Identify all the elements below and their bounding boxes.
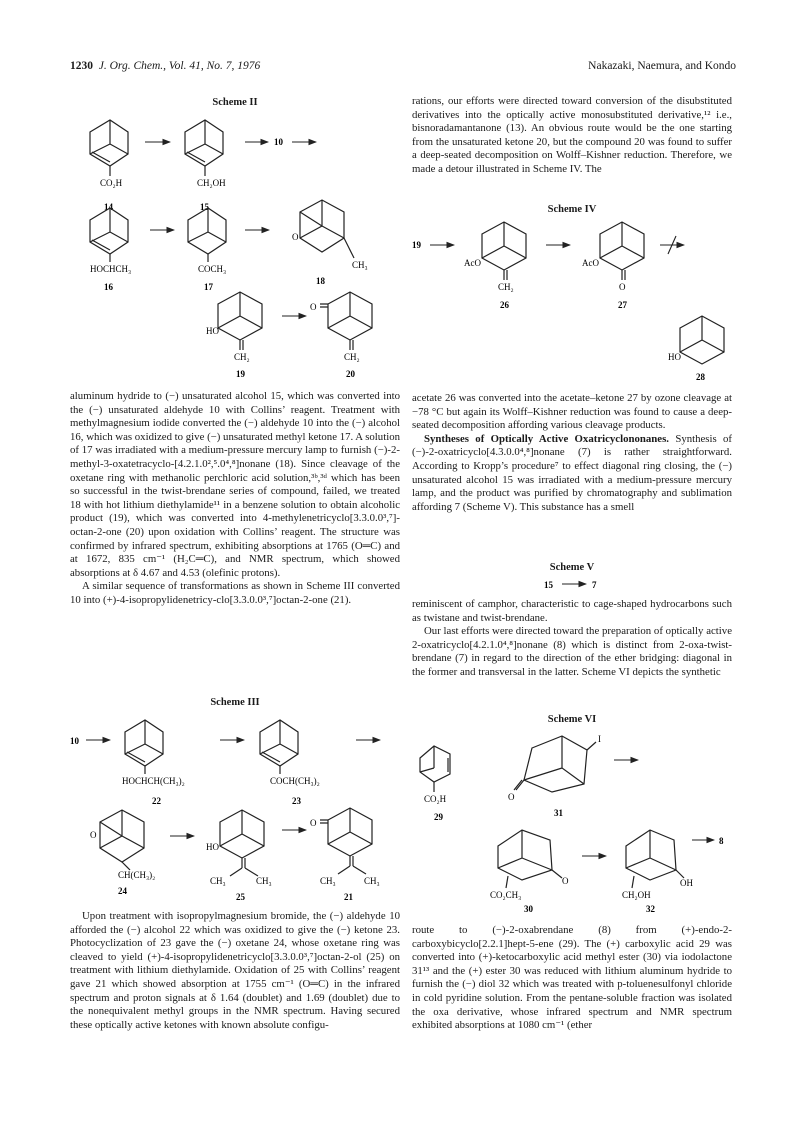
compound-17-label: COCH₃ bbox=[198, 264, 227, 274]
compound-32-hydroxyl: OH bbox=[680, 878, 693, 888]
paragraph: reminiscent of camphor, characteristic to cage-shaped hydrocarbons such as twistane and twist-brendane. bbox=[412, 598, 732, 624]
compound-31-number: 31 bbox=[554, 808, 563, 818]
compound-30-oxygen: O bbox=[562, 876, 569, 886]
compound-27-label: O bbox=[619, 282, 626, 292]
scheme-2-figure bbox=[70, 112, 400, 382]
compound-19-number: 19 bbox=[236, 369, 245, 379]
compound-23-label: COCH(CH₃)₂ bbox=[270, 776, 320, 786]
journal-citation: J. Org. Chem., Vol. 41, No. 7, 1976 bbox=[98, 60, 261, 72]
paragraph: A similar sequence of transformations as shown in Scheme III converted 10 into (+)-4-isopropylidenetricy-clo[3.3.0.0³,⁷]octan-2-one (21). bbox=[70, 580, 400, 606]
compound-18-oxygen: O bbox=[292, 232, 299, 242]
scheme-3-figure bbox=[70, 712, 400, 902]
compound-26-structure bbox=[482, 222, 526, 280]
compound-28-structure bbox=[680, 316, 724, 364]
right-column-text-3 bbox=[412, 598, 732, 680]
compound-28-number: 28 bbox=[696, 372, 705, 382]
section-heading: Syntheses of Optically Active Oxatricyclononanes. bbox=[424, 432, 670, 445]
compound-25-structure bbox=[220, 810, 264, 876]
paragraph: aluminum hydride to (−) unsaturated alcohol 15, which was converted into the (−) unsaturated aldehyde 10 with Collins’ reagent. Treatment with methylmagnesium iodide converted the (−) aldehyde 10 into the (−) alcohol 16, which was oxidized to give (−) unsaturated methyl ketone 17. A solution of 17 was irradiated with a medium-pressure mercury lamp to furnish (−)-2-methyl-3-oxatetracyclo-[4.2.1.0²,⁵.0⁴,⁸]nonane (18). Since cleavage of the oxetane ring with methanolic perchloric acid solution,³ᵇ,³ᵈ which has been so successful in the twist-brendane series of compound, failed, we treated 18 with hot lithium diethylamide¹¹ in a benzene solution to obtain alcoholic product (19), which was converted into 4-methylenetricyclo[3.3.0.0³,⁷]-octan-2-one (20) upon oxidation with Collins’ reagent. The structure was confirmed by infrared spectrum, exhibiting absorptions at 1765 (O═C) and at 1672, 835 cm⁻¹ (H₂C═C), and NMR spectrum, which showed absorptions at δ 4.67 and 4.53 (olefinic protons). bbox=[70, 390, 400, 579]
compound-20-label: CH₂ bbox=[344, 352, 360, 362]
compound-21-methyl-left: CH₃ bbox=[320, 876, 336, 886]
compound-17-structure bbox=[188, 208, 226, 262]
scheme-6-title: Scheme VI bbox=[547, 714, 597, 725]
paragraph: acetate 26 was converted into the acetate–ketone 27 by ozone cleavage at −78 °C but again its Wolff–Kishner reduction was found to cause a deep-seated decomposition affording various cleavage products. bbox=[412, 392, 732, 432]
scheme-4-start: 19 bbox=[412, 240, 421, 250]
left-column-text-1 bbox=[70, 390, 400, 608]
scheme-5-from: 15 bbox=[544, 580, 553, 590]
scheme-3-title: Scheme III bbox=[210, 697, 260, 708]
compound-20-number: 20 bbox=[346, 369, 355, 379]
compound-20-oxygen: O bbox=[310, 302, 317, 312]
compound-24-oxygen: O bbox=[90, 830, 97, 840]
compound-17-number: 17 bbox=[204, 282, 213, 292]
compound-14-number: 14 bbox=[104, 202, 113, 212]
compound-21-number: 21 bbox=[344, 892, 353, 902]
page-number: 1230 bbox=[70, 60, 93, 72]
running-header-left bbox=[70, 60, 260, 72]
compound-30-number: 30 bbox=[524, 904, 533, 914]
paragraph: route to (−)-2-oxabrendane (8) from (+)-endo-2-carboxybicyclo[2.2.1]hept-5-ene (29). The (+) carboxylic acid 29 was converted into (+)-ketocarboxylic acid methyl ester (30) via iodolactone 31¹³ and the (+) ester 30 was reduced with lithium aluminum hydride to furnish the (−) diol 32 which was treated with p-toluenesulfonyl chloride in cold pyridine solution. From the pentane-soluble fraction was isolated the oxa derivative, whose infrared spectrum and NMR spectrum exhibited absorptions at 1080 cm⁻¹ (ether bbox=[412, 924, 732, 1032]
compound-24-label: CH(CH₃)₂ bbox=[118, 870, 156, 880]
scheme-5-figure bbox=[412, 574, 732, 594]
scheme-5-to: 7 bbox=[592, 580, 597, 590]
compound-31-structure bbox=[514, 736, 596, 792]
scheme-4-title: Scheme IV bbox=[547, 204, 597, 215]
compound-25-hydroxyl: HO bbox=[206, 842, 219, 852]
scheme-4-figure bbox=[412, 218, 732, 386]
compound-21-structure bbox=[320, 808, 372, 874]
compound-18-structure bbox=[300, 200, 354, 258]
compound-26-label: CH₂ bbox=[498, 282, 514, 292]
compound-21-methyl-right: CH₃ bbox=[364, 876, 380, 886]
compound-25-methyl-left: CH₃ bbox=[210, 876, 226, 886]
compound-23-structure bbox=[260, 720, 298, 774]
compound-26-acetoxy: AcO bbox=[464, 258, 481, 268]
compound-32-number: 32 bbox=[646, 904, 655, 914]
compound-29-label: CO₂H bbox=[424, 794, 447, 804]
compound-27-number: 27 bbox=[618, 300, 627, 310]
compound-15-structure bbox=[185, 120, 223, 176]
compound-19-hydroxyl: HO bbox=[206, 326, 219, 336]
scheme-6-figure bbox=[412, 728, 732, 914]
paragraph: Our last efforts were directed toward the preparation of optically active 2-oxatricyclo[4.2.1.0⁴,⁸]nonane (8) which is distinct from 2-oxa-twist-brendane (7) in regard to the direction of the ether bridging: diagonal in the former and transversal in the latter. Scheme VI depicts the synthetic bbox=[412, 625, 732, 678]
right-column-text-4 bbox=[412, 924, 732, 1033]
compound-25-number: 25 bbox=[236, 892, 245, 902]
compound-22-label: HOCHCH(CH₃)₂ bbox=[122, 776, 185, 786]
compound-26-number: 26 bbox=[500, 300, 509, 310]
scheme-6-end: 8 bbox=[719, 836, 724, 846]
compound-24-structure bbox=[100, 810, 144, 870]
compound-32-label: CH₂OH bbox=[622, 890, 651, 900]
compound-19-structure bbox=[218, 292, 262, 350]
paragraph: Upon treatment with isopropylmagnesium bromide, the (−) aldehyde 10 afforded the (−) alcohol 22 which was oxidized to give the (−) ketone 23. Photocyclization of 23 gave the (−) oxetane 24, whose oxetane ring was cleaved to yield (+)-4-isopropylidenetricyclo[3.3.0.0³,⁷]octan-2-ol (25) on treatment with lithium diethylamide. Oxidation of 25 with Collins’ reagent gave 21 which showed absorption at 1755 cm⁻¹ (O═C) in the infrared spectrum and proton signals at δ 1.64 (doublet) and 1.69 (doublet) due to the nonequivalent methyl groups in the NMR spectrum. Having secured these optically active ketones with known absolute configu- bbox=[70, 910, 400, 1031]
compound-30-label: CO₂CH₃ bbox=[490, 890, 522, 900]
compound-22-structure bbox=[125, 720, 163, 774]
compound-29-structure bbox=[420, 746, 450, 792]
left-column-text-2 bbox=[70, 910, 400, 1032]
running-header-authors: Nakazaki, Naemura, and Kondo bbox=[588, 60, 736, 72]
compound-23-number: 23 bbox=[292, 796, 301, 806]
compound-16-structure bbox=[90, 208, 128, 262]
compound-31-oxygen: O bbox=[508, 792, 515, 802]
compound-16-label: HOCHCH₃ bbox=[90, 264, 132, 274]
paragraph bbox=[412, 433, 732, 515]
compound-20-structure bbox=[320, 292, 372, 350]
compound-30-structure bbox=[498, 830, 562, 888]
compound-29-number: 29 bbox=[434, 812, 443, 822]
compound-32-structure bbox=[626, 830, 684, 888]
compound-18-label: CH₃ bbox=[352, 260, 368, 270]
compound-24-number: 24 bbox=[118, 886, 127, 896]
compound-15-label: CH₂OH bbox=[197, 178, 226, 188]
compound-14-structure bbox=[90, 120, 128, 176]
compound-21-oxygen: O bbox=[310, 818, 317, 828]
compound-28-hydroxyl: HO bbox=[668, 352, 681, 362]
paragraph-body: Synthesis of (−)-2-oxatricyclo[4.3.0.0⁴,⁸]nonane (7) is rather straightforward. According to Kropp’s procedure⁷ to effect diagonal ring closing, the (−) unsaturated alcohol 15 was irradiated with a medium-pressure mercury lamp, and the product was purified by chromatography and sublimation affording 7 (Scheme V). This substance has a smell bbox=[412, 432, 732, 513]
scheme-2-target: 10 bbox=[274, 137, 283, 147]
compound-16-number: 16 bbox=[104, 282, 113, 292]
scheme-2-title: Scheme II bbox=[212, 97, 258, 108]
compound-31-iodine: I bbox=[598, 734, 601, 744]
compound-15-number: 15 bbox=[200, 202, 209, 212]
paragraph: rations, our efforts were directed toward conversion of the disubstituted derivatives into the optically active monosubstituted derivative,¹² i.e., bisnoradamantanone (13). An obvious route would be the one starting from the unsaturated ketone 20, but the compound 20 was found to suffer a deep-seated decomposition on Wolff–Kishner reduction. Therefore, we made a detour illustrated in Scheme IV. The bbox=[412, 95, 732, 175]
right-column-text-2 bbox=[412, 392, 732, 514]
compound-22-number: 22 bbox=[152, 796, 161, 806]
right-column-text-1 bbox=[412, 95, 732, 177]
compound-14-label: CO₂H bbox=[100, 178, 123, 188]
compound-19-label: CH₂ bbox=[234, 352, 250, 362]
compound-25-methyl-right: CH₃ bbox=[256, 876, 272, 886]
compound-27-structure bbox=[600, 222, 644, 280]
compound-18-number: 18 bbox=[316, 276, 325, 286]
scheme-5-title: Scheme V bbox=[549, 562, 595, 573]
compound-27-acetoxy: AcO bbox=[582, 258, 599, 268]
scheme-3-start: 10 bbox=[70, 736, 79, 746]
